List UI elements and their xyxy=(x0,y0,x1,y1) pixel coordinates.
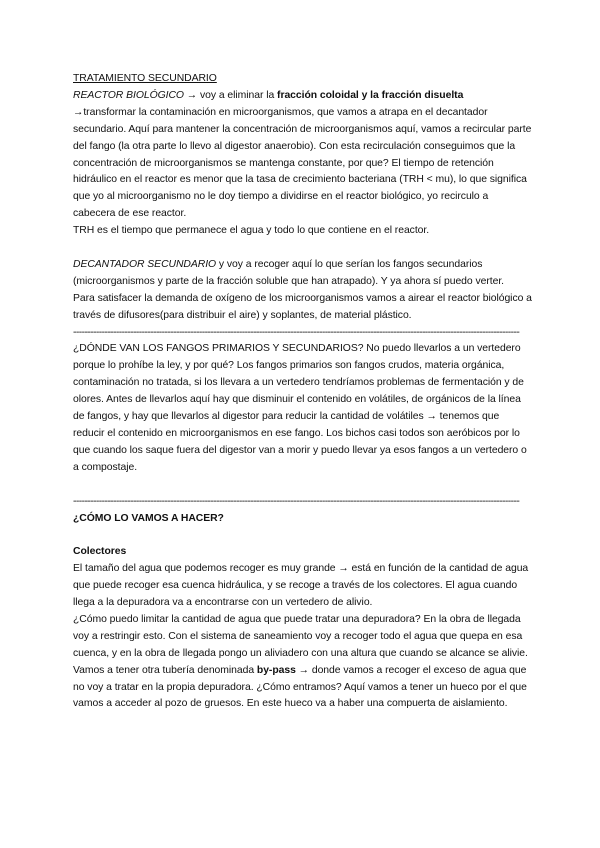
colectores-p1: El tamaño del agua que podemos recoger es muy grande → está en función de la cantidad de agua que puede recoger esa cuenca hidráulica, y se recoge a través de los colectores. El agua cuando llega a la depuradora va a encontrarse con un vertedero de alivio. xyxy=(73,563,529,609)
oxygen-paragraph: Para satisfacer la demanda de oxígeno de los microorganismos vamos a airear el reactor biológico a través de difusores(para distribuir el aire) y soplantes, de material plástico. xyxy=(73,292,532,321)
trh-definition: TRH es el tiempo que permanece el agua y todo lo que contiene en el reactor. xyxy=(73,225,430,237)
spacer xyxy=(73,527,533,544)
colectores-p3 xyxy=(73,663,533,714)
reactor-body: →transformar la contaminación en microorganismos, que vamos a atrapa en el decantador secundario. Aquí para mantener la concentración de microorganismos aquí, vamos a recircular parte del fango (la otra parte lo llevo al digestor anaerobio). Con esta recirculación conseguimos que la concentración de microorganismos se mantenga constante, por que? El tiempo de retención hidráulico en el reactor es menor que la tasa de crecimiento bacteriana (TRH < mu), lo que significa que yo al microorganismo no le doy tiempo a dividirse en el reactor biológico, yo recirculo a cabecera de ese reactor. xyxy=(73,106,532,220)
colectores-p2: ¿Cómo puedo limitar la cantidad de agua que puede tratar una depuradora? En la obra de llegada voy a restringir esto. Con el sistema de saneamiento voy a recoger todo el agua que quepa en esa cuenca, y en la obra de llegada pongo un aliviadero con una altura que cuando se alcance se alivie. xyxy=(73,613,528,659)
separator-line-2: ------------------------------------------------------------------------------------------------------------------------------------------------------------ xyxy=(73,495,520,507)
fangos-paragraph: ¿DÓNDE VAN LOS FANGOS PRIMARIOS Y SECUNDARIOS? No puedo llevarlos a un vertedero porque lo prohíbe la ley, y por qué? Los fangos primarios son fangos crudos, materia orgánica, contaminación no tratada, si los llevara a un vertedero tendríamos problemas de fermentación y de olores. Antes de llevarlos aquí hay que disminuir el contenido en volátiles, de orgánicos de la línea de fangos, y hay que llevarlos al digestor para reducir la cantidad de volátiles → tenemos que reducir el contenido en microorganismos en ese fango. Los bichos casi todos son aeróbicos por lo que cuando los saque fuera del digestor van a morir y puedo llevar ya esos fangos a un vertedero o a compostaje. xyxy=(73,343,527,473)
reactor-label: REACTOR BIOLÓGICO xyxy=(73,89,184,101)
reactor-paragraph xyxy=(73,88,533,105)
decantador-paragraph xyxy=(73,257,533,291)
p3-start: Vamos a tener otra tubería denominada xyxy=(73,664,257,676)
reactor-bold: fracción coloidal y la fracción disuelta xyxy=(277,89,464,101)
bypass-term: by-pass xyxy=(256,664,296,676)
colectores-heading: Colectores xyxy=(73,546,127,558)
decantador-label: DECANTADOR SECUNDARIO xyxy=(73,258,217,270)
decantador-body: y voy a recoger aquí lo que serían los fangos secundarios (microorganismos y parte de la fracción soluble que han atrapado). Y ya ahora sí puedo verter. xyxy=(73,258,504,287)
p3-end: → donde vamos a recoger el exceso de agua que no voy a tratar en la propia depuradora. ¿Cómo entramos? Aquí vamos a tener un hueco por el que vamos a acceder al pozo de gruesos. En este hueco va a haber una compuerta de aislamiento. xyxy=(73,664,527,710)
spacer xyxy=(73,477,533,494)
separator-line: ------------------------------------------------------------------------------------------------------------------------------------------------------------ xyxy=(73,326,520,338)
how-heading: ¿CÓMO LO VAMOS A HACER? xyxy=(73,512,224,524)
document-body xyxy=(73,71,533,713)
section-title: TRATAMIENTO SECUNDARIO xyxy=(73,73,217,84)
spacer xyxy=(73,240,533,257)
reactor-intro: → voy a eliminar la xyxy=(183,89,278,101)
